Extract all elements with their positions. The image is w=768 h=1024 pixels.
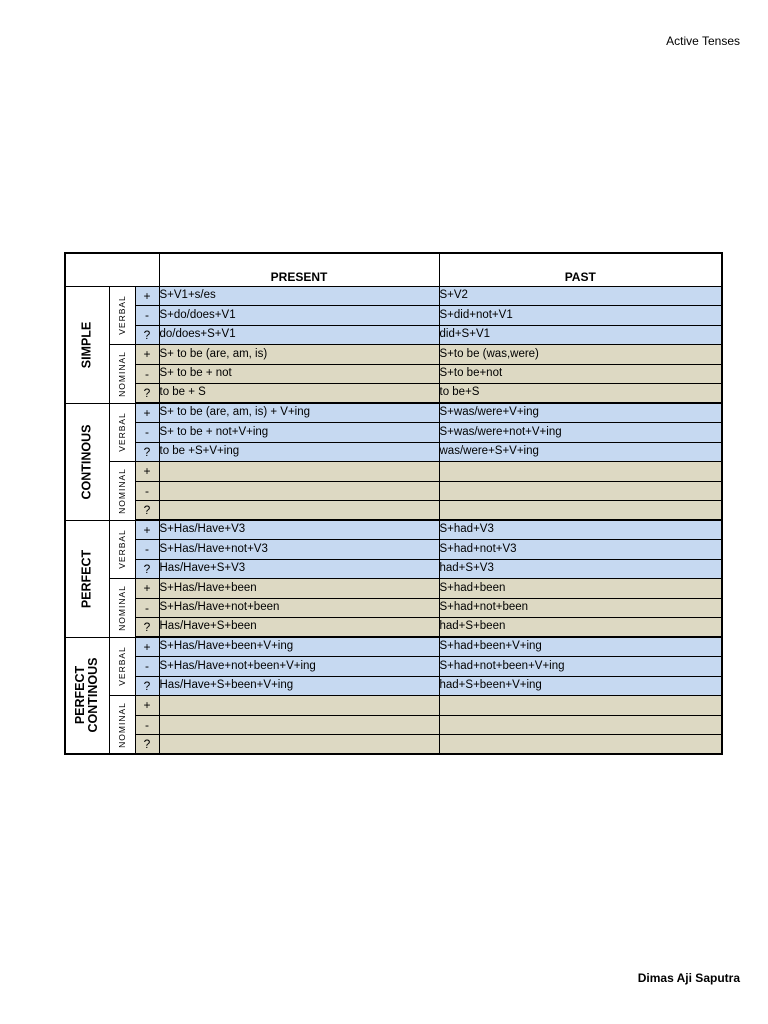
present-formula-cell: S+Has/Have+not+V3 (159, 540, 439, 560)
table-row (65, 540, 722, 560)
table-row (65, 345, 722, 365)
sign-cell: + (135, 462, 159, 482)
document-title: Active Tenses (666, 34, 740, 48)
sign-cell: + (135, 345, 159, 365)
past-formula-cell: had+S+been (439, 618, 722, 638)
tense-label-text: PERFECT CONTINOUS (73, 657, 101, 733)
present-formula-cell: S+Has/Have+not+been (159, 598, 439, 618)
present-formula-cell (159, 735, 439, 755)
present-formula-cell: S+do/does+V1 (159, 306, 439, 326)
present-formula-cell: S+ to be + not (159, 364, 439, 384)
sign-cell: ? (135, 501, 159, 521)
tense-label (65, 403, 109, 520)
present-formula-cell: S+Has/Have+been (159, 579, 439, 599)
table-row (65, 306, 722, 326)
column-header-present: PRESENT (159, 253, 439, 286)
present-formula-cell (159, 501, 439, 521)
sign-cell: + (135, 286, 159, 306)
past-formula-cell: had+S+been+V+ing (439, 676, 722, 696)
past-formula-cell: S+was/were+not+V+ing (439, 423, 722, 443)
author-name: Dimas Aji Saputra (637, 971, 740, 985)
present-formula-cell (159, 462, 439, 482)
past-formula-cell (439, 462, 722, 482)
type-label (109, 286, 135, 345)
present-formula-cell: do/does+S+V1 (159, 325, 439, 345)
table-row (65, 657, 722, 677)
past-formula-cell: did+S+V1 (439, 325, 722, 345)
past-formula-cell (439, 715, 722, 735)
corner-cell (65, 253, 159, 286)
past-formula-cell: S+had+been (439, 579, 722, 599)
present-formula-cell: to be +S+V+ing (159, 442, 439, 462)
type-label-text: NOMINAL (116, 350, 127, 397)
tense-label-text: CONTINOUS (79, 424, 94, 499)
past-formula-cell: S+had+not+been (439, 598, 722, 618)
present-formula-cell: Has/Have+S+been (159, 618, 439, 638)
present-formula-cell: S+V1+s/es (159, 286, 439, 306)
table-row (65, 286, 722, 306)
past-formula-cell: S+to be+not (439, 364, 722, 384)
sign-cell: - (135, 598, 159, 618)
sign-cell: ? (135, 384, 159, 404)
table-row (65, 637, 722, 657)
table-header-row (65, 253, 722, 286)
present-formula-cell: S+ to be + not+V+ing (159, 423, 439, 443)
sign-cell: - (135, 657, 159, 677)
sign-cell: ? (135, 442, 159, 462)
sign-cell: - (135, 306, 159, 326)
past-formula-cell: S+had+not+V3 (439, 540, 722, 560)
present-formula-cell: S+Has/Have+been+V+ing (159, 637, 439, 657)
past-formula-cell: S+had+not+been+V+ing (439, 657, 722, 677)
past-formula-cell (439, 481, 722, 501)
past-formula-cell: S+to be (was,were) (439, 345, 722, 365)
type-label-text: NOMINAL (116, 701, 127, 748)
table-row (65, 501, 722, 521)
past-formula-cell: S+did+not+V1 (439, 306, 722, 326)
table-row (65, 364, 722, 384)
sign-cell: - (135, 481, 159, 501)
present-formula-cell: S+Has/Have+V3 (159, 520, 439, 540)
type-label (109, 696, 135, 755)
present-formula-cell: Has/Have+S+V3 (159, 559, 439, 579)
type-label (109, 520, 135, 579)
sign-cell: - (135, 364, 159, 384)
sign-cell: + (135, 579, 159, 599)
past-formula-cell: S+was/were+V+ing (439, 403, 722, 423)
tense-label (65, 286, 109, 403)
present-formula-cell (159, 481, 439, 501)
sign-cell: + (135, 403, 159, 423)
table-row (65, 384, 722, 404)
present-formula-cell: Has/Have+S+been+V+ing (159, 676, 439, 696)
sign-cell: ? (135, 559, 159, 579)
type-label-text: VERBAL (116, 412, 127, 453)
present-formula-cell: S+ to be (are, am, is) + V+ing (159, 403, 439, 423)
sign-cell: - (135, 423, 159, 443)
table-row (65, 696, 722, 716)
present-formula-cell: S+Has/Have+not+been+V+ing (159, 657, 439, 677)
tense-label (65, 520, 109, 637)
type-label (109, 637, 135, 696)
past-formula-cell (439, 501, 722, 521)
table-row (65, 325, 722, 345)
tense-label-text: SIMPLE (79, 321, 94, 368)
sign-cell: - (135, 715, 159, 735)
table-row (65, 618, 722, 638)
past-formula-cell: was/were+S+V+ing (439, 442, 722, 462)
past-formula-cell (439, 735, 722, 755)
past-formula-cell (439, 696, 722, 716)
table-row (65, 520, 722, 540)
table-row (65, 481, 722, 501)
past-formula-cell: S+V2 (439, 286, 722, 306)
present-formula-cell: to be + S (159, 384, 439, 404)
tense-label-text: PERFECT (79, 549, 94, 608)
type-label (109, 345, 135, 404)
present-formula-cell (159, 696, 439, 716)
tenses-table (64, 252, 723, 755)
type-label-text: VERBAL (116, 295, 127, 336)
sign-cell: + (135, 637, 159, 657)
table-row (65, 559, 722, 579)
table-body (65, 286, 722, 754)
table-row (65, 462, 722, 482)
table-row (65, 403, 722, 423)
table-row (65, 735, 722, 755)
type-label (109, 579, 135, 638)
sign-cell: ? (135, 676, 159, 696)
sign-cell: ? (135, 735, 159, 755)
type-label (109, 403, 135, 462)
present-formula-cell (159, 715, 439, 735)
type-label-text: VERBAL (116, 529, 127, 570)
tense-label (65, 637, 109, 754)
type-label-text: NOMINAL (116, 467, 127, 514)
table-row (65, 423, 722, 443)
sign-cell: - (135, 540, 159, 560)
present-formula-cell: S+ to be (are, am, is) (159, 345, 439, 365)
past-formula-cell: to be+S (439, 384, 722, 404)
sign-cell: + (135, 696, 159, 716)
table-row (65, 676, 722, 696)
sign-cell: + (135, 520, 159, 540)
sign-cell: ? (135, 618, 159, 638)
past-formula-cell: S+had+been+V+ing (439, 637, 722, 657)
table-row (65, 442, 722, 462)
past-formula-cell: had+S+V3 (439, 559, 722, 579)
table-row (65, 598, 722, 618)
table-row (65, 579, 722, 599)
table-row (65, 715, 722, 735)
column-header-past: PAST (439, 253, 722, 286)
past-formula-cell: S+had+V3 (439, 520, 722, 540)
type-label (109, 462, 135, 521)
type-label-text: NOMINAL (116, 584, 127, 631)
sign-cell: ? (135, 325, 159, 345)
type-label-text: VERBAL (116, 646, 127, 687)
